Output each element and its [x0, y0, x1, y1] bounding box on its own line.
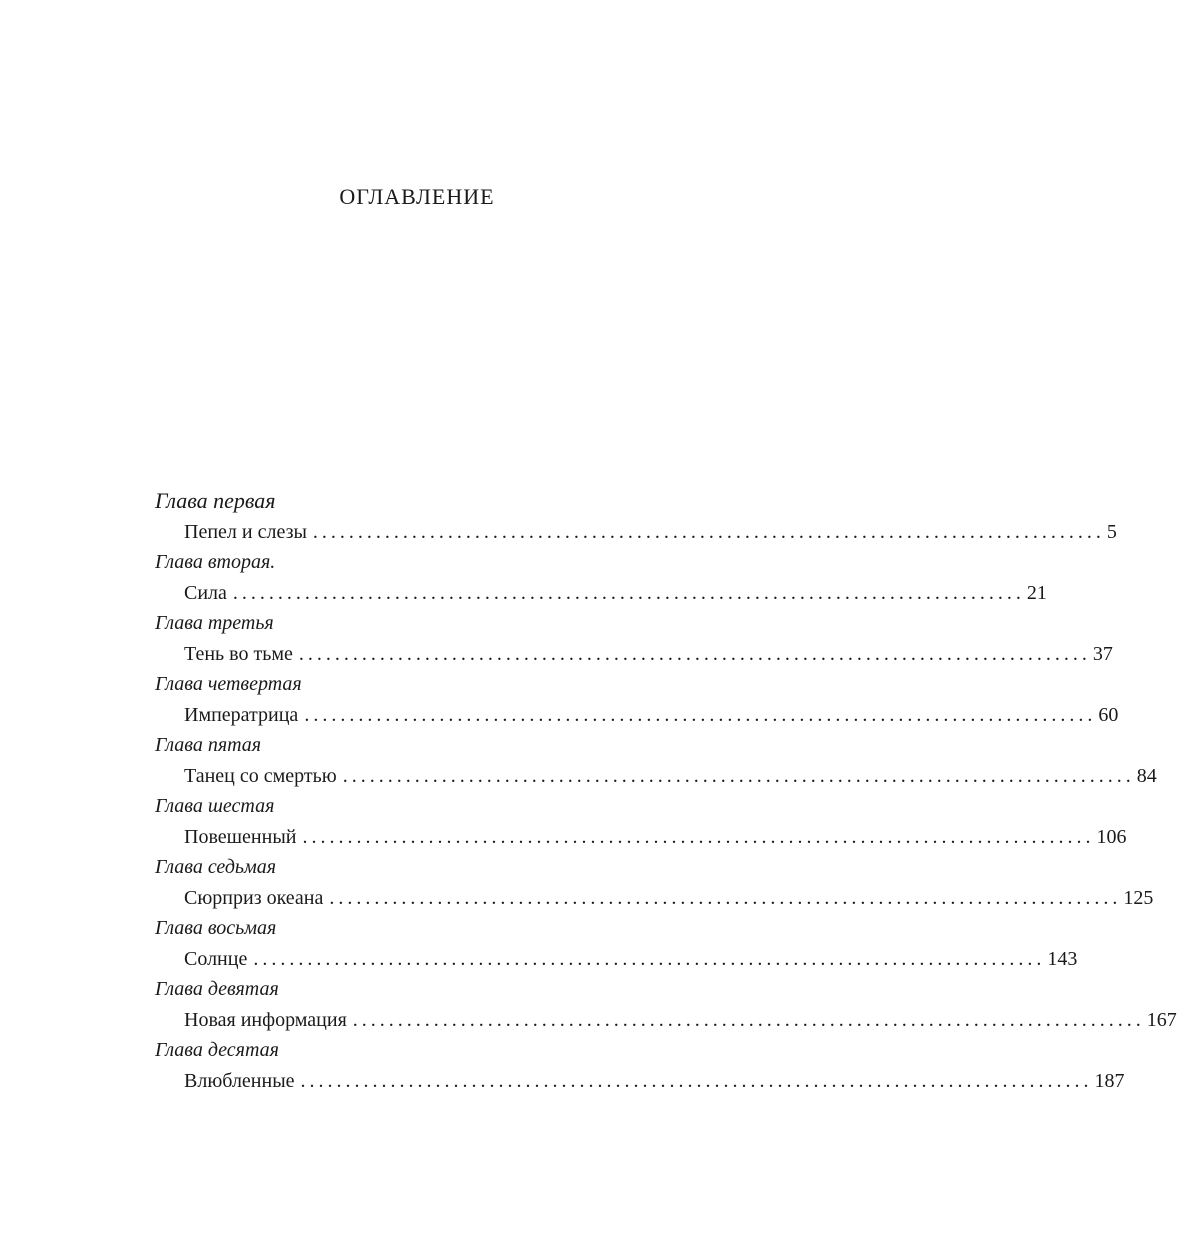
dot-leader: ........................................................................................: [342, 764, 1135, 787]
toc-entry[interactable]: [155, 1066, 1125, 1097]
toc-entry[interactable]: [155, 761, 1157, 792]
chapter-label: Глава четвертая: [155, 673, 302, 695]
page-number: 37: [1092, 642, 1113, 665]
chapter-label: Глава вторая.: [155, 551, 276, 573]
chapter-title: Пепел и слезы: [184, 520, 307, 543]
chapter-title: Тень во тьме: [184, 642, 293, 665]
toc-entry[interactable]: [155, 1005, 1177, 1036]
page-number: 167: [1146, 1008, 1177, 1031]
page-number: 21: [1026, 581, 1047, 604]
dot-leader: ........................................................................................: [302, 825, 1095, 848]
chapter-title: Солнце: [184, 947, 248, 970]
chapter-title: Императрица: [184, 703, 299, 726]
chapter-label: Глава пятая: [155, 734, 262, 756]
toc-entry[interactable]: [155, 700, 1119, 731]
page-number: 143: [1047, 947, 1078, 970]
dot-leader: ........................................................................................: [352, 1008, 1145, 1031]
page-number: 60: [1098, 703, 1119, 726]
dot-leader: ........................................................................................: [304, 703, 1097, 726]
toc-entry[interactable]: [155, 883, 1154, 914]
dot-leader: ........................................................................................: [253, 947, 1046, 970]
page-number: 5: [1106, 520, 1117, 543]
toc-entry[interactable]: [155, 822, 1127, 853]
toc-entry[interactable]: [155, 639, 1113, 670]
dot-leader: ........................................................................................: [300, 1069, 1093, 1092]
chapter-label: Глава шестая: [155, 795, 275, 817]
toc-entry[interactable]: [155, 578, 1047, 609]
page-title: ОГЛАВЛЕНИЕ: [339, 184, 495, 209]
chapter-title: Повешенный: [184, 825, 297, 848]
page-number: 106: [1096, 825, 1127, 848]
dot-leader: ........................................................................................: [232, 581, 1025, 604]
chapter-label: Глава третья: [155, 612, 274, 634]
dot-leader: ........................................................................................: [298, 642, 1091, 665]
page-number: 187: [1094, 1069, 1125, 1092]
chapter-title: Танец со смертью: [184, 764, 337, 787]
dot-leader: ........................................................................................: [329, 886, 1122, 909]
chapter-label: Глава седьмая: [155, 856, 277, 878]
chapter-title: Влюбленные: [184, 1069, 295, 1092]
table-of-contents: [155, 486, 1177, 1096]
chapter-label: Глава первая: [155, 488, 276, 513]
chapter-title: Сила: [184, 581, 227, 604]
page-number: 84: [1136, 764, 1157, 787]
chapter-label: Глава девятая: [155, 978, 279, 1000]
chapter-title: Сюрприз океана: [184, 886, 324, 909]
chapter-title: Новая информация: [184, 1008, 347, 1031]
dot-leader: ........................................................................................: [312, 520, 1105, 543]
toc-entry[interactable]: [155, 944, 1078, 975]
toc-entry[interactable]: [155, 517, 1117, 548]
chapter-label: Глава десятая: [155, 1039, 279, 1061]
page-number: 125: [1123, 886, 1154, 909]
chapter-label: Глава восьмая: [155, 917, 277, 939]
